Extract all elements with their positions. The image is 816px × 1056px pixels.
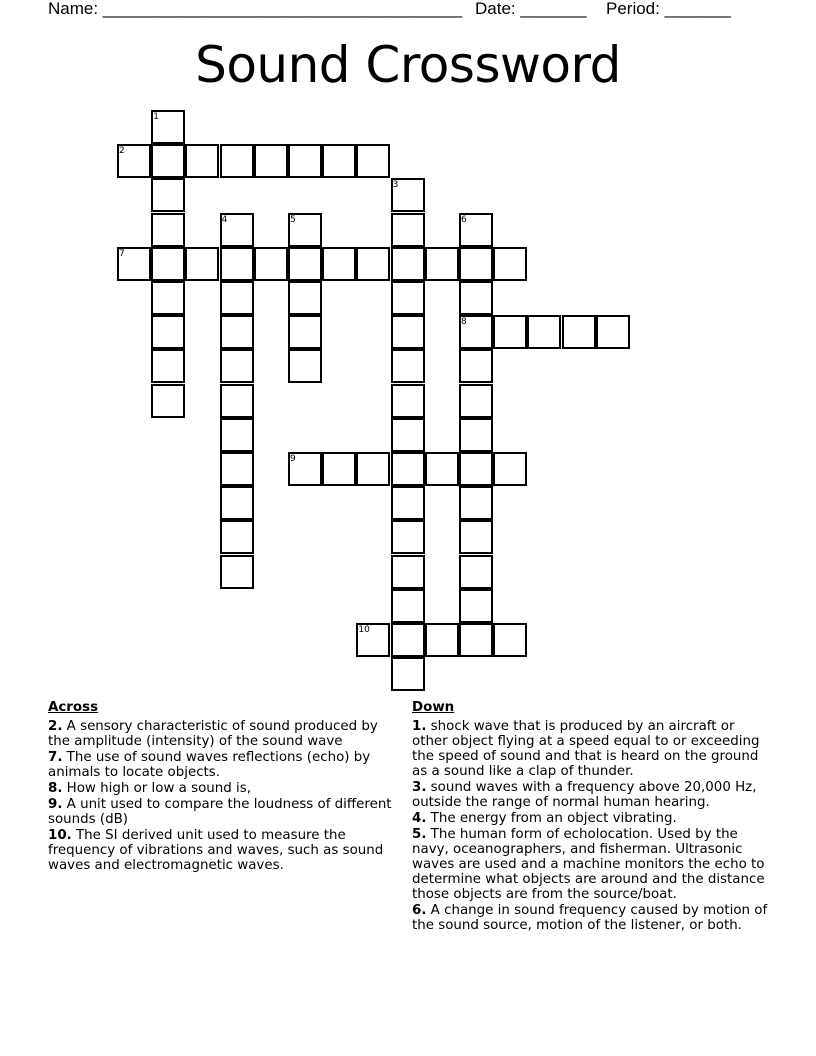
crossword-cell[interactable] — [185, 247, 219, 281]
crossword-cell[interactable] — [391, 657, 425, 691]
crossword-cell[interactable] — [288, 349, 322, 383]
date-field-label[interactable]: Date: _______ — [475, 0, 587, 18]
crossword-cell[interactable] — [596, 315, 630, 349]
crossword-cell[interactable] — [493, 315, 527, 349]
clue-number-label: 5 — [290, 214, 296, 225]
crossword-cell[interactable] — [391, 555, 425, 589]
crossword-cell[interactable] — [391, 315, 425, 349]
crossword-cell[interactable] — [151, 178, 185, 212]
crossword-cell[interactable] — [391, 349, 425, 383]
across-clue: 8. How high or low a sound is, — [48, 781, 251, 796]
clue-number-label: 6 — [461, 214, 467, 225]
across-clue: 7. The use of sound waves reflections (echo) by animals to locate objects. — [48, 750, 371, 780]
down-clue: 1. shock wave that is produced by an aircraft or other object flying at a speed equal to or exceeding the speed of sound and that is heard on the ground as a sound like a clap of thunder. — [412, 719, 760, 779]
crossword-cell[interactable] — [220, 555, 254, 589]
crossword-cell[interactable] — [288, 144, 322, 178]
crossword-cell[interactable] — [425, 623, 459, 657]
crossword-cell[interactable] — [391, 418, 425, 452]
crossword-cell[interactable] — [288, 281, 322, 315]
clue-number-label: 9 — [290, 454, 296, 464]
crossword-cell[interactable] — [391, 247, 425, 281]
crossword-cell[interactable] — [459, 452, 493, 486]
down-clue: 3. sound waves with a frequency above 20,000 Hz, outside the range of normal human hearing. — [412, 780, 757, 810]
crossword-cell[interactable] — [356, 144, 390, 178]
crossword-cell[interactable] — [562, 315, 596, 349]
crossword-cell[interactable] — [220, 247, 254, 281]
crossword-cell[interactable] — [356, 452, 390, 486]
crossword-cell[interactable] — [391, 520, 425, 554]
clue-number-label: 2 — [119, 146, 125, 157]
across-clue: 9. A unit used to compare the loudness of different sounds (dB) — [48, 797, 392, 827]
crossword-cell[interactable] — [459, 281, 493, 315]
crossword-cell[interactable] — [151, 247, 185, 281]
across-clue: 10. The SI derived unit used to measure the frequency of vibrations and waves, such as sound waves and electromagnetic waves. — [48, 828, 384, 873]
crossword-cell[interactable] — [391, 589, 425, 623]
crossword-cell[interactable] — [151, 315, 185, 349]
crossword-cell[interactable] — [459, 589, 493, 623]
page-title: Sound Crossword — [195, 36, 621, 94]
down-clue: 4. The energy from an object vibrating. — [412, 811, 677, 826]
crossword-cell[interactable] — [151, 281, 185, 315]
crossword-cell[interactable] — [151, 144, 185, 178]
crossword-cell[interactable] — [185, 144, 219, 178]
crossword-cell[interactable] — [220, 281, 254, 315]
crossword-cell[interactable] — [493, 247, 527, 281]
across-clues — [48, 700, 398, 874]
crossword-cell[interactable] — [151, 213, 185, 247]
clue-number-label: 7 — [119, 248, 125, 259]
down-clues — [412, 700, 772, 934]
crossword-cell[interactable] — [459, 349, 493, 383]
crossword-cell[interactable] — [254, 144, 288, 178]
down-clue-list — [412, 719, 772, 933]
crossword-cell[interactable] — [459, 623, 493, 657]
crossword-cell[interactable] — [220, 315, 254, 349]
crossword-cell[interactable] — [151, 349, 185, 383]
crossword-cell[interactable] — [391, 281, 425, 315]
crossword-cell[interactable] — [151, 384, 185, 418]
crossword-cell[interactable] — [459, 418, 493, 452]
crossword-cell[interactable] — [322, 247, 356, 281]
crossword-cell[interactable] — [220, 520, 254, 554]
crossword-cell[interactable] — [391, 623, 425, 657]
crossword-cell[interactable] — [425, 452, 459, 486]
crossword-cell[interactable] — [322, 452, 356, 486]
across-clue-list — [48, 719, 398, 873]
crossword-cell[interactable] — [254, 247, 288, 281]
clue-number-label: 8 — [461, 317, 467, 328]
crossword-cell[interactable] — [220, 384, 254, 418]
across-heading: Across — [48, 700, 99, 715]
crossword-cell[interactable] — [493, 452, 527, 486]
name-field-label[interactable]: Name: ______________________________________ — [48, 0, 463, 18]
crossword-cell[interactable] — [459, 384, 493, 418]
crossword-cell[interactable] — [493, 623, 527, 657]
clue-number-label: 4 — [221, 214, 228, 225]
crossword-cell[interactable] — [459, 247, 493, 281]
crossword-cell[interactable] — [459, 555, 493, 589]
crossword-cell[interactable] — [391, 452, 425, 486]
crossword-cell[interactable] — [220, 486, 254, 520]
clue-number-label: 3 — [392, 180, 399, 191]
down-clue: 5. The human form of echolocation. Used by the navy, oceanographers, and fisherman. Ultrasonic waves are used and a machine monitors the echo to determine what objects are around and the distance those objects are from the source/boat. — [412, 827, 765, 902]
clue-number-label: 10 — [358, 625, 370, 635]
crossword-cell[interactable] — [459, 520, 493, 554]
crossword-cell[interactable] — [425, 247, 459, 281]
crossword-cell[interactable] — [220, 144, 254, 178]
crossword-cell[interactable] — [391, 213, 425, 247]
crossword-cell[interactable] — [391, 486, 425, 520]
across-clue: 2. A sensory characteristic of sound produced by the amplitude (intensity) of the sound wave — [48, 719, 378, 749]
period-field-label[interactable]: Period: _______ — [606, 0, 731, 18]
crossword-cell[interactable] — [356, 247, 390, 281]
down-heading: Down — [412, 700, 455, 715]
crossword-cell[interactable] — [220, 349, 254, 383]
crossword-cell[interactable] — [220, 418, 254, 452]
crossword-cell[interactable] — [322, 144, 356, 178]
crossword-cell[interactable] — [459, 486, 493, 520]
crossword-cell[interactable] — [288, 315, 322, 349]
crossword-cell[interactable] — [527, 315, 561, 349]
clue-number-label: 1 — [153, 112, 159, 122]
crossword-cell[interactable] — [288, 247, 322, 281]
crossword-cell[interactable] — [220, 452, 254, 486]
down-clue: 6. A change in sound frequency caused by motion of the sound source, motion of the listener, or both. — [412, 903, 768, 933]
crossword-cell[interactable] — [391, 384, 425, 418]
